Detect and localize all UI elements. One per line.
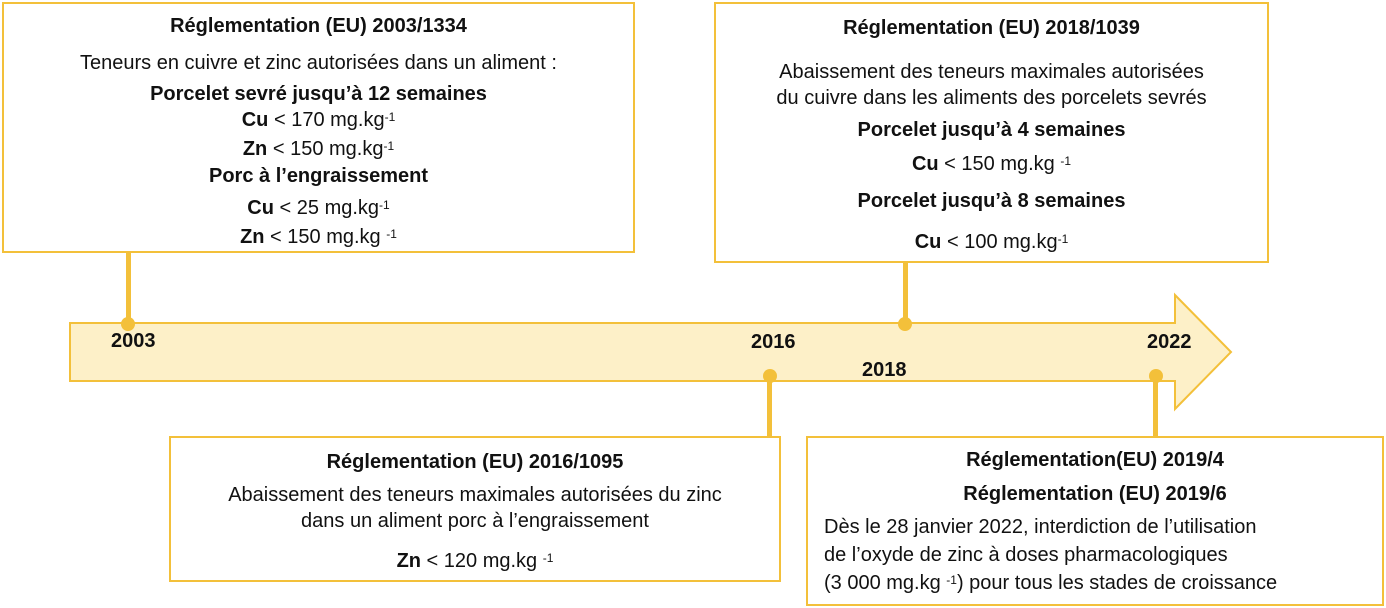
regulation-2003-box [2,2,635,253]
regulation-2016-intro-line1: Abaissement des teneurs maximales autorisées du zinc [228,484,722,506]
fattening-pig-heading: Porc à l’engraissement [209,165,428,187]
fattening-pig-cu-limit: Cu < 25 $mg.kg^{-1}$ [247,197,390,219]
regulation-2018-title: Réglementation (EU) 2018/1039 [843,17,1140,39]
piglet-12-weeks-heading: Porcelet sevré jusqu’à 12 semaines [150,83,487,105]
marker-2016 [763,369,777,383]
piglet-8-weeks-cu-limit: Cu < 100 $mg.kg^{-1}$ [914,231,1069,253]
fattening-pig-zn-limit: Zn < 150 mg.kg $^{-1}$ [240,226,397,248]
regulation-2003-title: Réglementation (EU) 2003/1334 [170,15,467,37]
regulation-2016-title: Réglementation (EU) 2016/1095 [326,451,624,473]
regulation-2003-intro: Teneurs en cuivre et zinc autorisées dans un aliment : [80,52,557,74]
marker-2018 [898,317,912,331]
regulation-2019-text-line3: (3 000 mg.kg $^{-1}$) pour tous les stades de croissance [824,572,1278,594]
regulation-2018-intro-line1: Abaissement des teneurs maximales autorisées [779,61,1204,83]
connector-2022 [1153,376,1158,438]
regulation-2019-box [806,436,1384,606]
connector-2016 [767,376,772,438]
piglet-4-weeks-heading: Porcelet jusqu’à 4 semaines [857,119,1126,141]
regulation-2019-4-title: Réglementation(EU) 2019/4 [966,449,1224,471]
piglet-4-weeks-cu-limit: Cu < 150 mg.kg $^{-1}$ [911,153,1072,175]
marker-2003 [121,317,135,331]
regulation-2016-box [169,436,781,582]
year-2003-label: 2003 [111,330,156,352]
year-2018-label: 2018 [862,359,907,381]
regulation-2018-intro-line2: du cuivre dans les aliments des porcelets sevrés [776,87,1207,109]
piglet-12-weeks-zn-limit: Zn < 150 $mg.kg^{-1}$ [242,138,395,160]
piglet-12-weeks-cu-limit: Cu < 170 $mg.kg^{-1}$ [241,109,396,131]
year-2022-label: 2022 [1147,331,1192,353]
regulation-2019-text-line2: de l’oxyde de zinc à doses pharmacologiques [824,544,1228,566]
year-2016-label: 2016 [751,331,796,353]
piglet-8-weeks-heading: Porcelet jusqu’à 8 semaines [857,190,1126,212]
regulation-2018-box [714,2,1269,263]
regulation-2016-intro-line2: dans un aliment porc à l’engraissement [301,510,649,532]
regulation-2019-text-line1: Dès le 28 janvier 2022, interdiction de l’utilisation [824,516,1257,538]
fattening-pig-zn-limit-2016: Zn < 120 mg.kg $^{-1}$ [396,550,554,572]
marker-2022 [1149,369,1163,383]
regulation-2019-6-title: Réglementation (EU) 2019/6 [963,483,1227,505]
connector-2003 [126,251,131,327]
